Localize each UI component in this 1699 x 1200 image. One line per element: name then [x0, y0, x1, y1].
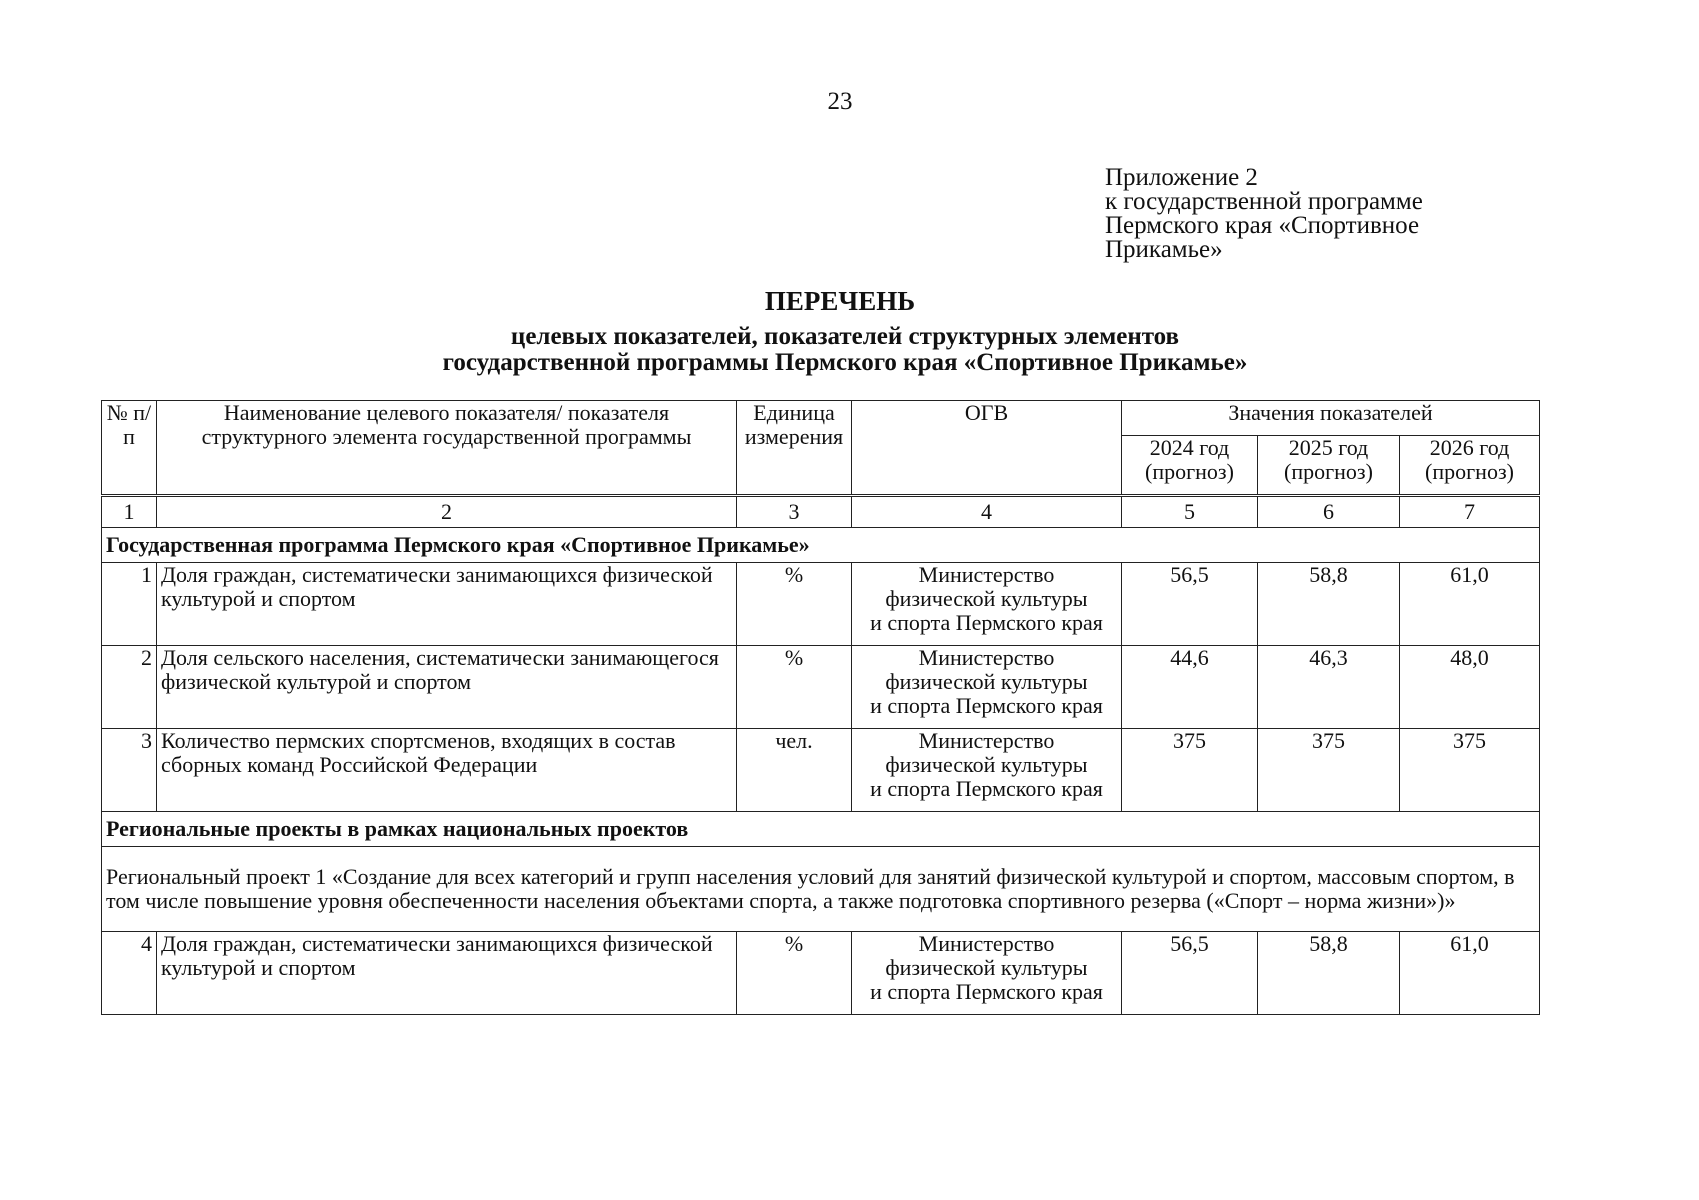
header-num: № п/п — [102, 401, 157, 496]
table-row — [102, 563, 1540, 646]
page-number: 23 — [827, 88, 853, 115]
document-title: ПЕРЕЧЕНЬ — [764, 286, 916, 316]
column-numbers-row — [102, 496, 1540, 528]
table-row — [102, 646, 1540, 729]
column-number: 4 — [852, 496, 1122, 528]
value-2024: 56,5 — [1122, 563, 1258, 646]
header-ogv: ОГВ — [852, 401, 1122, 496]
ogv-line: Министерство — [918, 562, 1055, 587]
indicator-unit: % — [737, 563, 852, 646]
value-2026: 48,0 — [1400, 646, 1540, 729]
value-2026: 61,0 — [1400, 563, 1540, 646]
section-row — [102, 812, 1540, 847]
appendix-line: Приложение 2 — [1105, 164, 1258, 191]
indicator-name: Количество пермских спортсменов, входящих в состав сборных команд Российской Федерации — [157, 729, 737, 812]
ogv-line: и спорта Пермского края — [870, 693, 1103, 718]
indicator-ogv — [852, 932, 1122, 1015]
row-number: 1 — [102, 563, 157, 646]
section-title: Государственная программа Пермского края «Спортивное Прикамье» — [102, 528, 1540, 563]
column-number: 6 — [1258, 496, 1400, 528]
value-2025: 58,8 — [1258, 932, 1400, 1015]
row-number: 4 — [102, 932, 157, 1015]
header-year-2025: 2025 год (прогноз) — [1258, 436, 1400, 496]
project-row — [102, 847, 1540, 932]
indicator-name: Доля граждан, систематически занимающихся физической культурой и спортом — [157, 932, 737, 1015]
column-number: 1 — [102, 496, 157, 528]
subtitle-line: целевых показателей, показателей структурных элементов — [510, 323, 1180, 350]
row-number: 2 — [102, 646, 157, 729]
section-row — [102, 528, 1540, 563]
value-2024: 56,5 — [1122, 932, 1258, 1015]
appendix-line: Прикамье» — [1105, 236, 1223, 263]
appendix-line: Пермского края «Спортивное — [1105, 212, 1420, 239]
value-2024: 375 — [1122, 729, 1258, 812]
ogv-line: Министерство — [918, 931, 1055, 956]
header-name: Наименование целевого показателя/ показателя структурного элемента государственной программы — [157, 401, 737, 496]
ogv-line: и спорта Пермского края — [870, 979, 1103, 1004]
value-2026: 61,0 — [1400, 932, 1540, 1015]
ogv-line: и спорта Пермского края — [870, 610, 1103, 635]
header-year-2026: 2026 год (прогноз) — [1400, 436, 1540, 496]
appendix-note — [1105, 166, 1525, 262]
indicator-name: Доля сельского населения, систематически занимающегося физической культурой и спортом — [157, 646, 737, 729]
column-number: 7 — [1400, 496, 1540, 528]
table-row — [102, 932, 1540, 1015]
indicators-table — [101, 400, 1540, 1015]
header-values-group: Значения показателей — [1122, 401, 1540, 436]
row-number: 3 — [102, 729, 157, 812]
value-2025: 375 — [1258, 729, 1400, 812]
ogv-line: Министерство — [918, 728, 1055, 753]
column-number: 5 — [1122, 496, 1258, 528]
indicator-ogv — [852, 729, 1122, 812]
subtitle-line: государственной программы Пермского края «Спортивное Прикамье» — [442, 349, 1248, 376]
value-2025: 58,8 — [1258, 563, 1400, 646]
ogv-line: физической культуры — [885, 955, 1088, 980]
indicator-unit: % — [737, 932, 852, 1015]
table-row — [102, 729, 1540, 812]
indicator-ogv — [852, 646, 1122, 729]
indicator-unit: % — [737, 646, 852, 729]
value-2025: 46,3 — [1258, 646, 1400, 729]
ogv-line: физической культуры — [885, 752, 1088, 777]
indicator-name: Доля граждан, систематически занимающихся физической культурой и спортом — [157, 563, 737, 646]
value-2024: 44,6 — [1122, 646, 1258, 729]
regional-project-title: Региональный проект 1 «Создание для всех категорий и групп населения условий для занятий физической культурой и спортом, массовым спортом, в том числе повышение уровня обеспеченности населения объектами спорта, а также подготовка спортивного резерва («Спорт – норма жизни»)» — [102, 847, 1540, 932]
value-2026: 375 — [1400, 729, 1540, 812]
header-year-2024: 2024 год (прогноз) — [1122, 436, 1258, 496]
column-number: 3 — [737, 496, 852, 528]
ogv-line: и спорта Пермского края — [870, 776, 1103, 801]
appendix-line: к государственной программе — [1105, 188, 1423, 215]
ogv-line: физической культуры — [885, 669, 1088, 694]
document-subtitle — [0, 324, 1690, 376]
header-unit: Единица измерения — [737, 401, 852, 496]
indicator-unit: чел. — [737, 729, 852, 812]
indicator-ogv — [852, 563, 1122, 646]
ogv-line: Министерство — [918, 645, 1055, 670]
section-title: Региональные проекты в рамках национальных проектов — [102, 812, 1540, 847]
column-number: 2 — [157, 496, 737, 528]
ogv-line: физической культуры — [885, 586, 1088, 611]
